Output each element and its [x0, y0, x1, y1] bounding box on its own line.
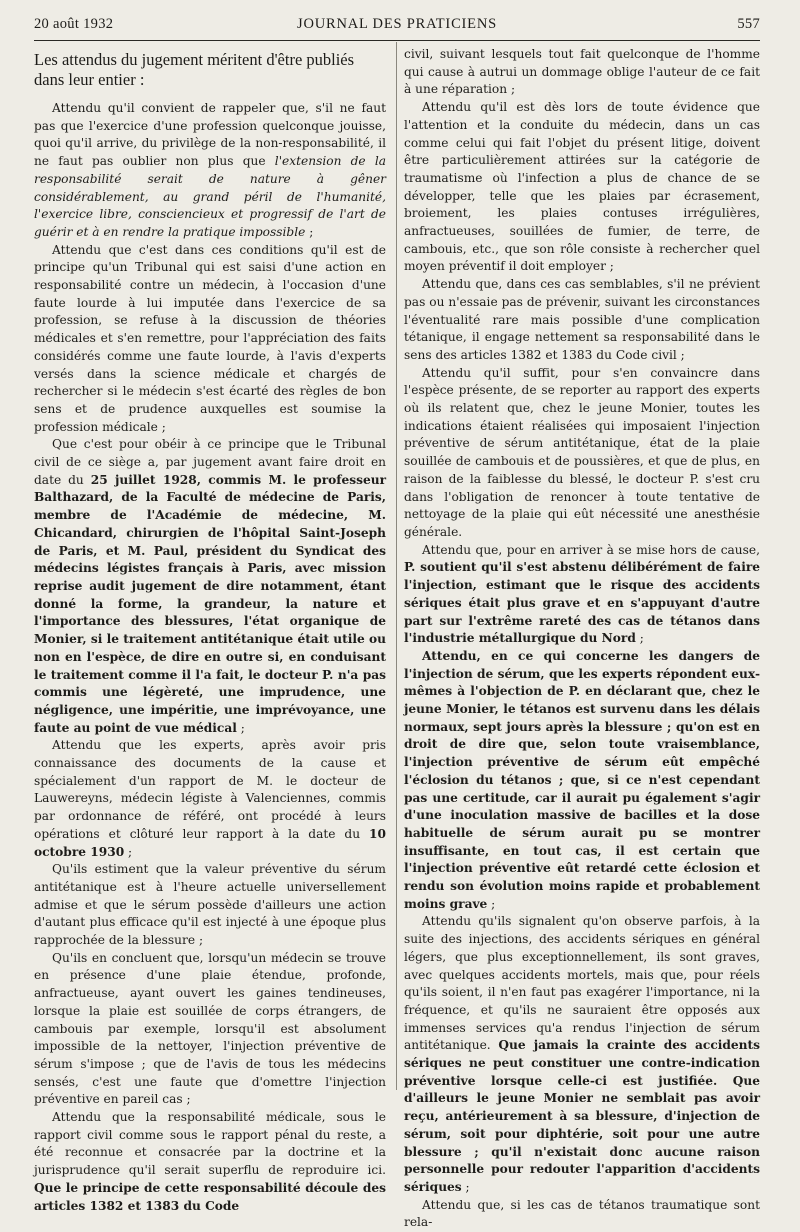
- bold-text: Que jamais la crainte des accidents sériques ne peut constituer une contre-indication préventive lorsque celle-ci est justifiée. Que d'ailleurs le jeune Monier ne semblait pas avoir reçu, antérieurement à sa blessure, d'injection de sérum, soit pour diphtérie, soit pour une autre blessure ; qu'il n'existait donc aucune raison personnelle pour redouter l'apparition d'accidents sériques: [404, 1038, 760, 1194]
- running-header: [34, 16, 760, 40]
- bold-text: 10 octobre 1930: [34, 826, 386, 859]
- bold-text: P. soutient qu'il s'est abstenu délibérément de faire l'injection, estimant que le risque des accidents sériques était plus grave et en s'appuyant d'autre part sur l'extrême rareté des cas de tétanos dans l'industrie métallurgique du Nord: [404, 560, 760, 646]
- bold-text: 25 juillet 1928, commis M. le professeur Balthazard, de la Faculté de médecine de Paris, membre de l'Académie de médecine, M. Chicandard, chirurgien de l'hôpital Saint-Joseph de Paris, et M. Paul, président du Syndicat des médecins légistes français à Paris, avec mission reprise audit jugement de dire notamment, étant donné la forme, la grandeur, la nature et l'importance des blessures, l'état organique de Monier, si le traitement antitétanique était utile ou non en l'espèce, de dire en outre si, en conduisant le traitement comme il l'a fait, le docteur P. n'a pas commis une légèreté, une imprudence, une négligence, une impéritie, une imprévoyance, une faute au point de vue médical: [34, 472, 387, 735]
- paragraph: [404, 648, 760, 914]
- bold-text: Attendu, en ce qui concerne les dangers de l'injection de sérum, que les experts répondent eux-mêmes à l'objection de P. en déclarant que, chez le jeune Monier, le tétanos est survenu dans les délais normaux, sept jours après la blessure ; qu'on est en droit de dire que, selon toute vraisemblance, l'injection préventive de sérum eût empêché l'éclosion du tétanos ; que, si ce n'est cependant pas une certitude, car il aurait pu également s'agir d'une inoculation massive de bacilles et la dose habituelle de sérum aurait pu se montrer insuffisante, en tout cas, il est certain que l'injection préventive eût retardé cette éclosion et rendu son évolution moins rapide et probablement moins grave: [404, 648, 760, 911]
- text-run: Attendu qu'ils signalent qu'on observe parfois, à la suite des injections, des accidents sériques en général légers, que plus exceptionnellement, ils sont graves, avec quelques accidents mortels, mais que, pour réels qu'ils soient, il n'en faut pas exagérer l'importance, ni la fréquence, et qu'ils ne sauraient être opposés aux immenses services qu'a rendus l'injection de sérum antitétanique.: [404, 914, 760, 1053]
- column-divider: [396, 42, 397, 1090]
- paragraph: Qu'ils estiment que la valeur préventive du sérum antitétanique est à l'heure actuelle universellement admise et que le sérum possède d'ailleurs une action d'autant plus efficace qu'il est injecté à une époque plus rapprochée de la blessure ;: [34, 862, 386, 948]
- paragraph: Attendu qu'il suffit, pour s'en convaincre dans l'espèce présente, de se reporter au rapport des experts où ils relatent que, chez le jeune Monier, toutes les indications étaient réalisées qui imposaient l'injection préventive de sérum antitétanique, état de la plaie souillée de cambouis et de poussières, et que de plus, en raison de la faiblesse du blessé, le docteur P. s'est cru dans l'obligation de renoncer à toute tentative de nettoyage de la plaie qui eût nécessité une anesthésie générale.: [404, 365, 760, 539]
- paragraph: [404, 542, 760, 648]
- italic-text: l'extension de la responsabilité serait de nature à gêner considérablement, au grand péril de l'humanité, l'exercice libre, consciencieux et progressif de l'art de guérir et à en rendre la pratique impossible: [34, 154, 386, 239]
- text-run: Que c'est pour obéir à ce principe que le Tribunal civil de ce siège a, par jugement avant faire droit en date du: [34, 437, 386, 487]
- paragraph: Attendu que, si les cas de tétanos traumatique sont rela-: [404, 1197, 760, 1230]
- text-run: ;: [124, 844, 133, 859]
- paragraph: Attendu que, dans ces cas semblables, s'il ne prévient pas ou n'essaie pas de prévenir, suivant les circonstances l'éventualité rare mais possible d'une complication tétanique, il engage nettement sa responsabilité dans le sens des articles 1382 et 1383 du Code civil ;: [404, 277, 760, 362]
- text-run: Attendu que la responsabilité médicale, sous le rapport civil comme sous le rapport pénal du reste, a été reconnue et consacrée par la doctrine et la jurisprudence qu'il serait superflu de reproduire ici.: [34, 1110, 386, 1178]
- text-run: ;: [487, 896, 496, 911]
- text-run: ;: [635, 631, 644, 646]
- bold-text: Que le principe de cette responsabilité découle des articles 1382 et 1383 du Code: [34, 1180, 386, 1213]
- paragraph: [404, 913, 760, 1196]
- header-rule: [34, 40, 760, 41]
- left-column: [34, 50, 386, 1215]
- text-run: Attendu que les experts, après avoir pris connaissance des documents de la cause et spécialement d'un rapport de M. le docteur de Lauwereyns, médecin légiste à Valenciennes, commis par ordonnance de référé, ont procédé à leurs opérations et clôturé leur rapport à la date du: [34, 738, 386, 841]
- paragraph: Attendu qu'il est dès lors de toute évidence que l'attention et la conduite du médecin, dans un cas comme celui qui fait l'objet du présent litige, doivent être particulièrement attirées sur la catégorie de traumatisme où l'infection a plus de chance de se développer, telle que les plaies par écrasement, broiement, les plaies contuses irrégulières, anfractueuses, souillées de fumier, de terre, de cambouis, etc., que son rôle consiste à rechercher quel moyen préventif il doit employer ;: [404, 100, 760, 274]
- text-run: Attendu qu'il convient de rappeler que, s'il ne faut pas que l'exercice d'une profession quelconque jouisse, quoi qu'il arrive, du privilège de la non-responsabilité, il ne faut pas oublier non plus que: [34, 101, 386, 169]
- paragraph: [34, 100, 386, 242]
- text-run: Attendu que, pour en arriver à se mise hors de cause,: [422, 542, 760, 557]
- paragraph: Qu'ils en concluent que, lorsqu'un médecin se trouve en présence d'une plaie étendue, profonde, anfractueuse, ayant ouvert les gaines tendineuses, lorsque la plaie est souillée de corps étrangers, de cambouis par exemple, lorsqu'il est absolument impossible de la nettoyer, l'injection préventive de sérum s'impose ; que de l'avis de tous les médecins sensés, c'est une faute que d'omettre l'injection préventive en pareil cas ;: [34, 950, 386, 1107]
- text-run: ;: [305, 224, 314, 239]
- text-run: ;: [236, 720, 245, 735]
- paragraph: [34, 737, 386, 861]
- intro-heading: Les attendus du jugement méritent d'être publiés dans leur entier :: [34, 50, 355, 89]
- paragraph: Attendu que c'est dans ces conditions qu'il est de principe qu'un Tribunal qui est saisi d'une action en responsabilité contre un médecin, à l'occasion d'une faute lourde à lui imputée dans l'exercice de sa profession, se refuse à la discussion de théories médicales et s'en remettre, pour l'appréciation des faits considérés comme une faute lourde, à l'avis d'experts versés dans la science médicale et chargés de rechercher si le médecin s'est écarté des règles de bon sens et de prudence auxquelles est soumise la profession médicale ;: [34, 242, 386, 434]
- header-date: 20 août 1932: [34, 16, 114, 32]
- paragraph: [34, 436, 386, 737]
- journal-title: JOURNAL DES PRATICIENS: [297, 16, 497, 32]
- text-run: ;: [461, 1180, 470, 1194]
- paragraph: [34, 1109, 386, 1215]
- paragraph-continued: civil, suivant lesquels tout fait quelconque de l'homme qui cause à autrui un dommage oblige l'auteur de ce fait à une réparation ;: [404, 47, 760, 97]
- page-number: 557: [737, 16, 760, 32]
- right-column: [404, 46, 760, 1232]
